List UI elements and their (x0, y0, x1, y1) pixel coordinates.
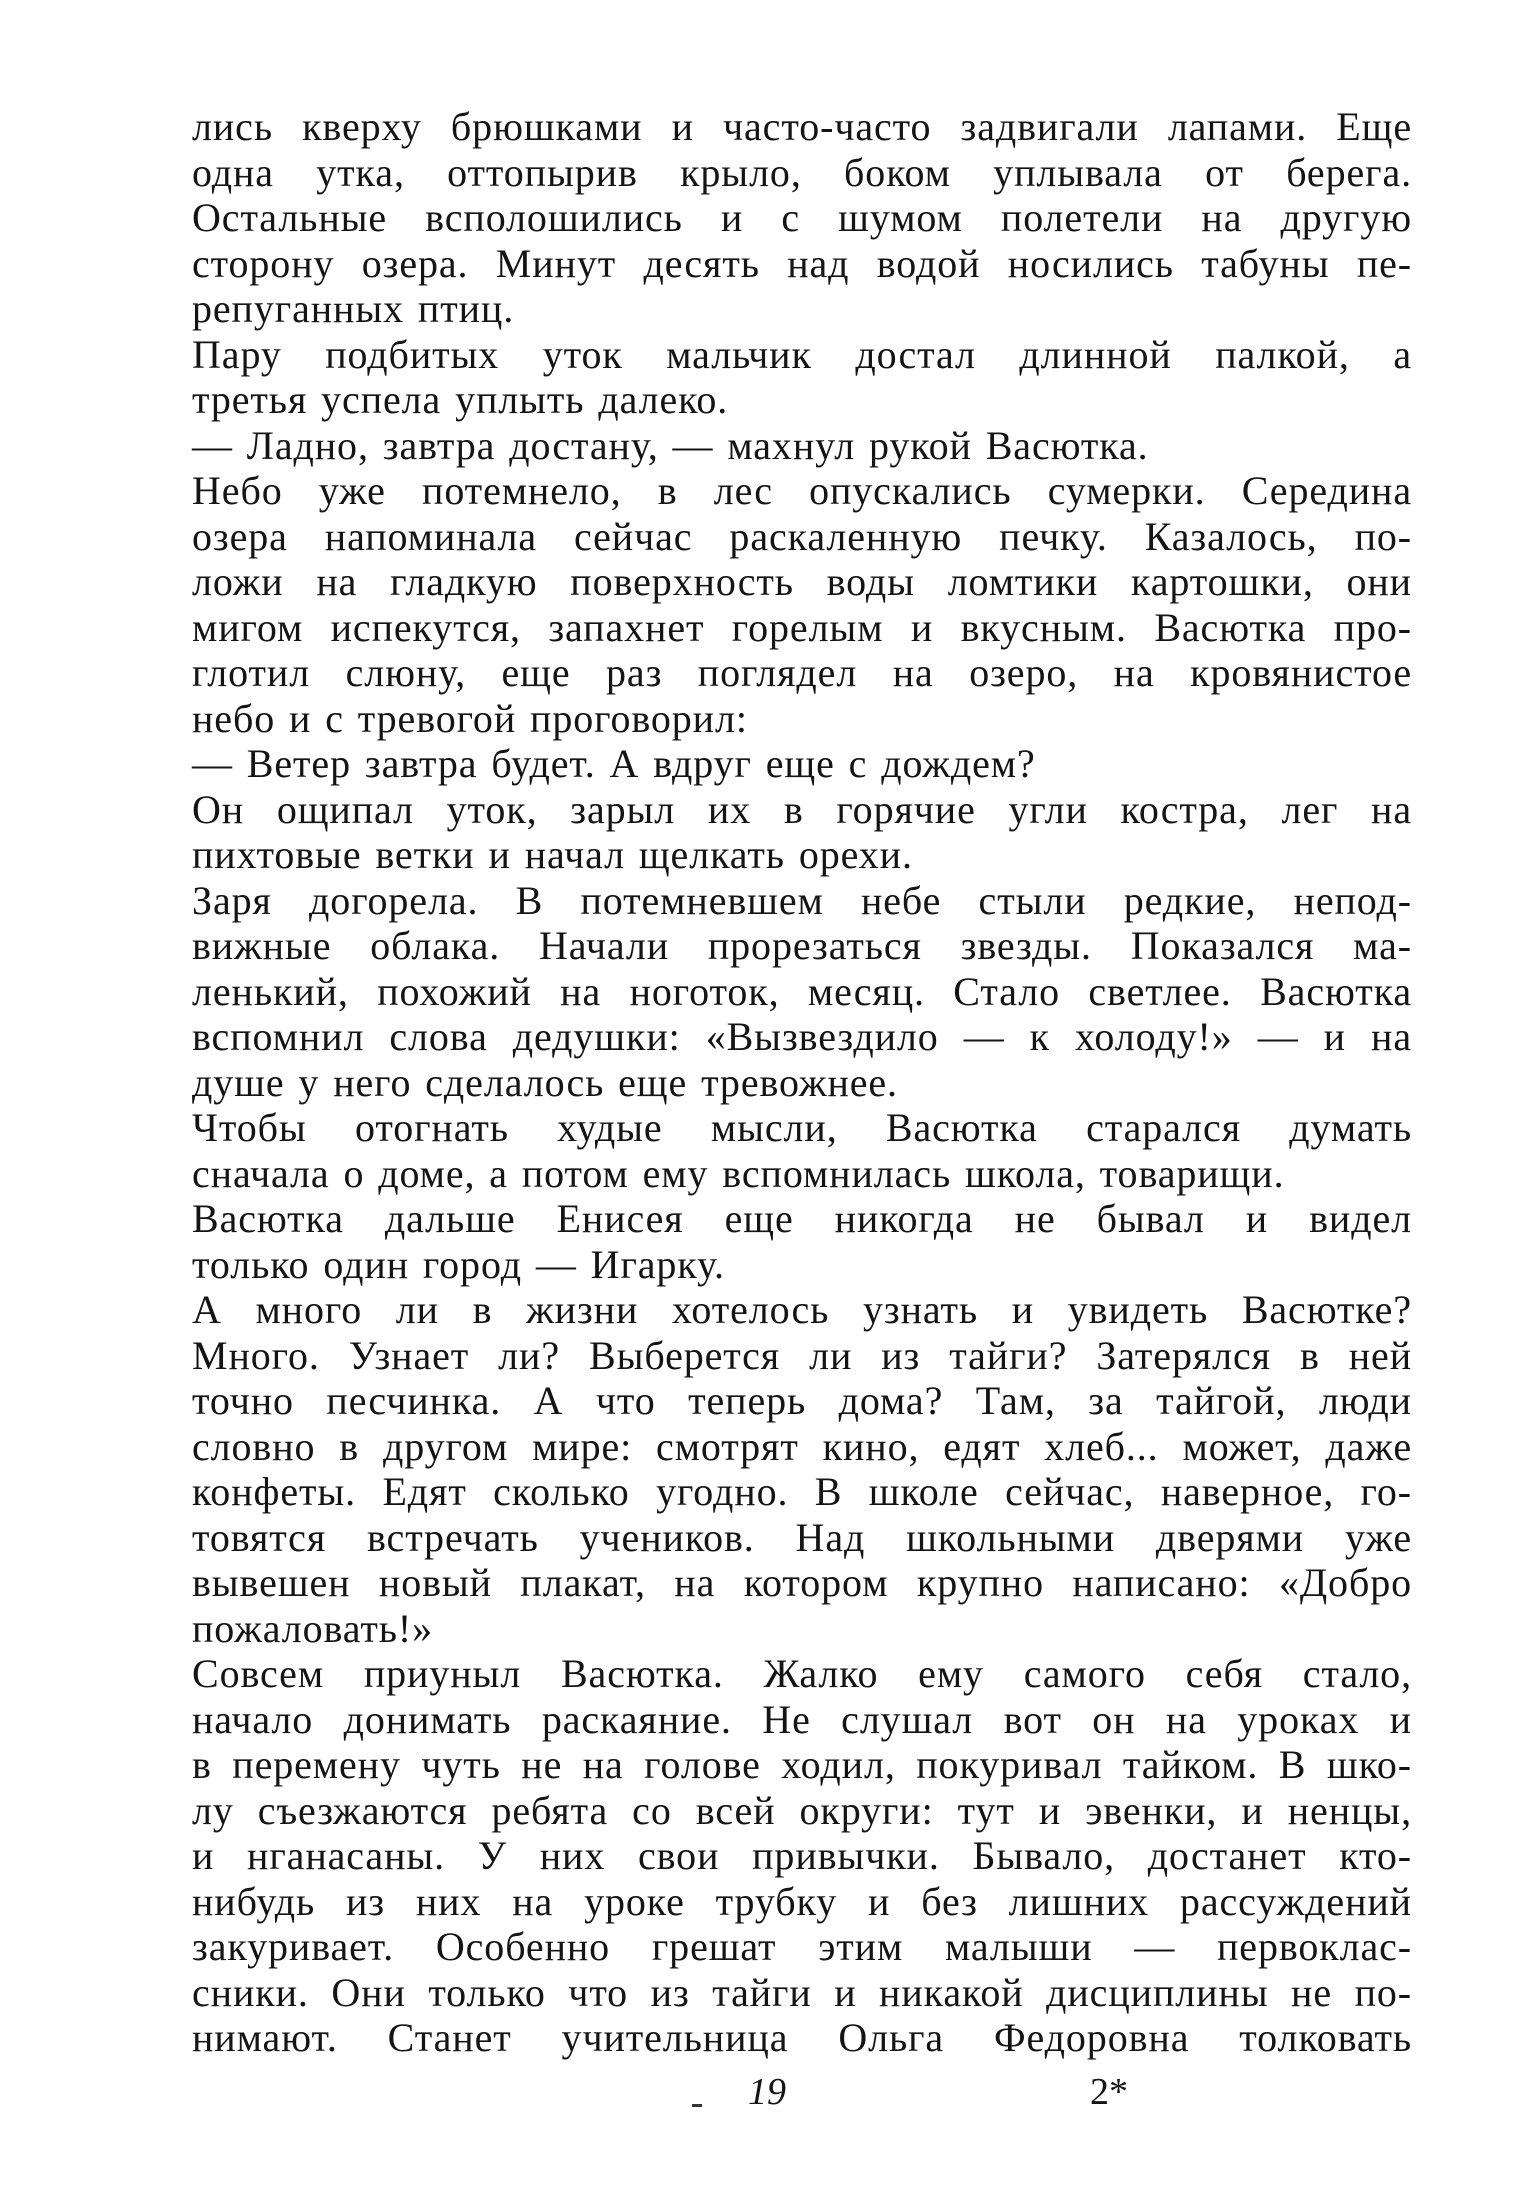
text-line: лись кверху брюшками и часто-часто задвигали лапами. Еще (192, 104, 1412, 149)
text-line: закуривает. Особенно грешат этим малыши — первоклас- (192, 1924, 1412, 1969)
text-line: мигом испекутся, запахнет горелым и вкусным. Васютка про- (192, 604, 1412, 650)
signature-mark: 2* (1090, 2071, 1128, 2113)
text-line: репуганных птиц. (192, 286, 515, 331)
text-line: Совсем приуныл Васютка. Жалко ему самого себя стало, (192, 1651, 1412, 1696)
paragraph-5 (126, 741, 1412, 787)
text-line: одна утка, оттопырив крыло, боком уплывала от берега. (192, 149, 1412, 195)
text-line: ложи на гладкую поверхность воды ломтики картошки, они (192, 559, 1412, 604)
text-line: сторону озера. Минут десять над водой носились табуны пе- (192, 240, 1412, 286)
text-line: начало донимать раскаяние. Не слушал вот он на уроках и (192, 1696, 1412, 1742)
text-line: небо и с тревогой проговорил: (192, 695, 748, 741)
text-line: нибудь из них на уроке трубку и без лишних рассуждений (192, 1878, 1412, 1924)
paragraph-6 (126, 787, 1412, 878)
text-line: сники. Они только что из тайги и никакой дисциплины не по- (192, 1969, 1412, 2015)
text-line: Заря догорела. В потемневшем небе стыли редкие, непод- (192, 877, 1412, 923)
text-line: товятся встречать учеников. Над школьными дверями уже (192, 1514, 1412, 1560)
paragraph-9 (126, 1196, 1412, 1287)
text-line: пихтовые ветки и начал щелкать орехи. (192, 832, 913, 877)
text-line: нимают. Станет учительница Ольга Федоровна толковать (192, 2015, 1412, 2060)
text-line: озера напоминала сейчас раскаленную печку. Казалось, по- (192, 513, 1412, 559)
text-line: вижные облака. Начали прорезаться звезды. Показался ма- (192, 923, 1412, 968)
text-line: в перемену чуть не на голове ходил, покуривал тайком. В шко- (192, 1742, 1412, 1787)
paragraph-10 (126, 1287, 1412, 1651)
text-line: третья успела уплыть далеко. (192, 377, 729, 422)
text-line: Небо уже потемнело, в лес опускались сумерки. Середина (192, 468, 1412, 513)
text-line: ленький, похожий на ноготок, месяц. Стало светлее. Васютка (192, 968, 1412, 1014)
paragraph-1 (126, 104, 1412, 332)
text-line: лу съезжаются ребята со всей округи: тут и эвенки, и ненцы, (192, 1787, 1412, 1833)
page-number: 19 (748, 2071, 786, 2113)
text-line: А много ли в жизни хотелось узнать и увидеть Васютке? (192, 1287, 1412, 1332)
text-line: пожаловать!» (192, 1605, 434, 1651)
text-line: глотил слюну, еще раз поглядел на озеро, на кровянистое (192, 650, 1412, 695)
text-line: словно в другом мире: смотрят кино, едят хлеб... может, даже (192, 1423, 1412, 1469)
text-line: точно песчинка. А что теперь дома? Там, за тайгой, люди (192, 1378, 1412, 1423)
text-line: Чтобы отогнать худые мысли, Васютка старался думать (192, 1105, 1412, 1150)
text-line: Пару подбитых уток мальчик достал длинной палкой, а (192, 331, 1412, 377)
paragraph-7 (126, 878, 1412, 1106)
text-line: вспомнил слова дедушки: «Вызвездило — к холоду!» — и на (192, 1014, 1412, 1059)
text-line: и нганасаны. У них свои привычки. Бывало, достанет кто- (192, 1833, 1412, 1878)
paragraph-2 (126, 332, 1412, 423)
text-line: Остальные всполошились и с шумом полетели на другую (192, 195, 1412, 240)
text-line: вывешен новый плакат, на котором крупно написано: «Добро (192, 1560, 1412, 1605)
text-line: Он ощипал уток, зарыл их в горячие угли костра, лег на (192, 786, 1412, 832)
paragraph-8 (126, 1105, 1412, 1196)
text-line: Много. Узнает ли? Выберется ли из тайги? Затерялся в ней (192, 1332, 1412, 1378)
text-line: только один город — Игарку. (192, 1241, 725, 1287)
text-line: — Ладно, завтра достану, — махнул рукой Васютка. (192, 422, 1149, 468)
paragraph-11 (126, 1651, 1412, 2061)
text-line: конфеты. Едят сколько угодно. В школе сейчас, наверное, го- (192, 1469, 1412, 1514)
text-line: — Ветер завтра будет. А вдруг еще с дождем? (192, 741, 1036, 786)
body-text (126, 104, 1412, 2061)
paragraph-4 (126, 468, 1412, 741)
footer-dash-mark (692, 2104, 702, 2107)
paragraph-3 (126, 423, 1412, 469)
text-line: сначала о доме, а потом ему вспомнилась школа, товарищи. (192, 1150, 1285, 1196)
text-line: душе у него сделалось еще тревожнее. (192, 1059, 898, 1105)
text-line: Васютка дальше Енисея еще никогда не бывал и видел (192, 1196, 1412, 1241)
